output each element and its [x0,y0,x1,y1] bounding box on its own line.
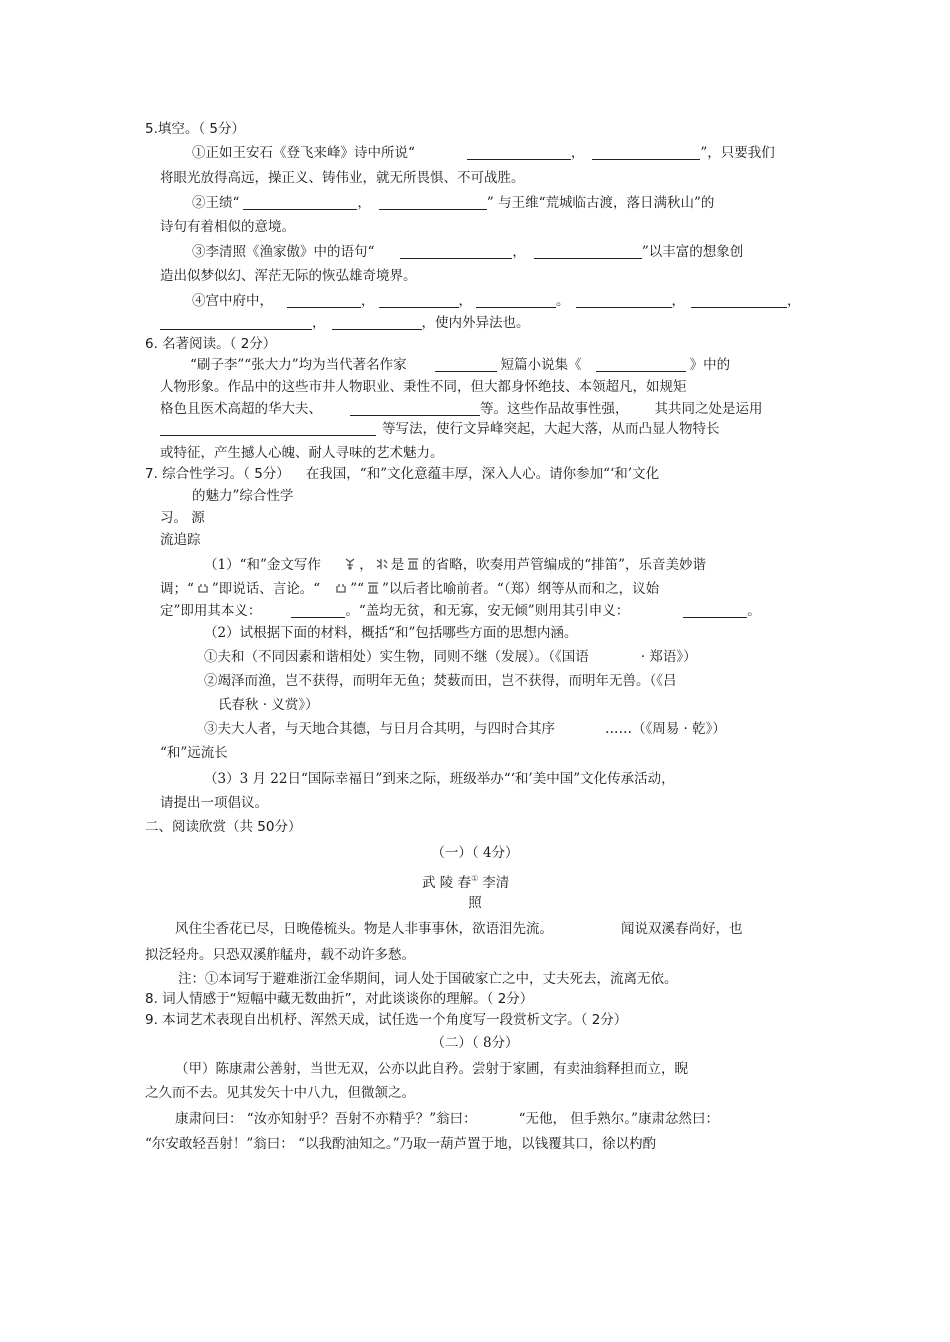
answer-blank[interactable] [467,145,571,160]
q6-line1: “刷子李”“张大力”均为当代著名作家 短篇小说集《 》中的 [190,357,731,373]
answer-blank[interactable] [400,244,512,259]
section2-title: （二）（ 8分） [431,1035,519,1051]
q5-line3: ②王绩“ ， ” 与王维“荒城临古渡，落日满秋山”的 [192,195,715,211]
q5-line1: ①正如王安石《登飞来峰》诗中所说“ ， ”，只要我们 [192,145,775,161]
q5-line5: ③李清照《渔家傲》中的语句“ ， ”以丰富的想象创 [192,244,744,260]
q7-line3: 习。 源 [160,510,205,526]
q8-prompt: 8. 词人情感于“短幅中藏无数曲折”，对此谈谈你的理解。（ 2分） [145,991,534,1007]
q9-prompt: 9. 本词艺术表现自出机杼、浑然天成，试任选一个角度写一段赏析文字。（ 2分） [145,1012,628,1028]
answer-blank[interactable] [691,293,787,308]
answer-blank[interactable] [683,603,747,618]
answer-blank[interactable] [332,315,422,330]
answer-blank[interactable] [291,603,345,618]
poem-footnote: 注：①本词写于避难浙江金华期间，词人处于国破家亡之中，丈夫死去，流离无依。 [178,971,678,987]
q7-line4: 流追踪 [160,532,201,548]
q6-title: 6. 名著阅读。（ 2分） [145,336,277,352]
answer-blank[interactable] [476,293,556,308]
q7-material2: ②竭泽而渔，岂不获得，而明年无鱼；焚薮而田，岂不获得，而明年无兽。（《吕 [204,673,677,689]
poem-line1: 风住尘香花已尽，日晚倦梳头。物是人非事事休，欲语泪先流。 闻说双溪春尚好，也 [175,921,743,937]
q7-para2: 调；“ ”即说话、言论。“ ”“ ”以后者比喻前者。“（郑）纲等从而和之，议始 [160,581,660,597]
answer-blank[interactable] [592,145,700,160]
q7-title: 7. 综合性学习。（ 5分） 在我国，“和”文化意蕴丰厚，深入人心。请你参加“‘和’文化 [145,466,660,482]
q7-line2: 的魅力”综合性学 [192,488,294,504]
answer-blank[interactable] [576,293,672,308]
q7-para3: 定”即用其本义： 。“盖均无贫，和无寡，安无倾”则用其引申义： 。 [160,603,761,619]
answer-blank[interactable] [287,293,361,308]
answer-blank[interactable] [350,401,480,416]
bronze-script-he-icon [343,557,357,571]
bronze-script-yue-icon [366,581,380,595]
q5-line4: 诗句有着相似的意境。 [160,219,295,235]
poem-title: 武 陵 春① 李清 [422,874,510,891]
passage-a-line1: （甲）陈康肃公善射，当世无双，公亦以此自矜。尝射于家圃，有卖油翁释担而立，睨 [175,1061,688,1077]
bronze-script-kou-icon [196,581,210,595]
q6-line3: 格色且医术高超的华大夫、 等。这些作品故事性强， 其共同之处是运用 [160,401,763,417]
answer-blank[interactable] [534,244,642,259]
q5-title: 5.填空。（ 5分） [145,121,246,137]
answer-blank[interactable] [243,195,357,210]
section1-title: （一）（ 4分） [431,845,519,861]
passage-a-line2: 之久而不去。见其发矢十中八九，但微颔之。 [145,1085,415,1101]
q7-para5: （3）3 月 22日“国际幸福日”到来之际，班级举办“‘和’美中国”文化传承活动， [204,771,675,787]
bronze-script-glyph-icon [375,557,389,571]
answer-blank[interactable] [160,421,376,436]
passage-a-line3: 康肃问曰： “汝亦知射乎？吾射不亦精乎？”翁曰： “无他， 但手熟尔。”康肃忿然曰： [175,1111,719,1127]
q5-line8: ， ，使内外异法也。 [160,314,530,332]
q7-para6: 请提出一项倡议。 [160,795,268,811]
q7-material3: ③夫大人者，与天地合其德，与日月合其明，与四时合其序 ……（《周易 · 乾》） [204,721,726,737]
q5-line6: 造出似梦似幻、浑茫无际的恢弘雄奇境界。 [160,268,417,284]
q7-para4: （2）试根据下面的材料，概括“和”包括哪些方面的思想内涵。 [204,625,578,641]
answer-blank[interactable] [160,315,312,330]
q5-line2: 将眼光放得高远，操正义、铸伟业，就无所畏惧、不可战胜。 [160,170,525,186]
q6-line4: 等写法，使行文异峰突起，大起大落，从而凸显人物特长 [160,420,720,438]
answer-blank[interactable] [379,195,487,210]
part2-title: 二、阅读欣赏（共 50分） [145,819,302,835]
bronze-script-kou-icon [334,581,348,595]
answer-blank[interactable] [596,357,686,372]
q6-line2: 人物形象。作品中的这些市井人物职业、秉性不同，但大都身怀绝技、本领超凡，如规矩 [160,379,687,395]
answer-blank[interactable] [379,293,459,308]
poem-author-cont: 照 [468,895,482,911]
poem-line2: 拟泛轻舟。只恐双溪舴艋舟，载不动许多愁。 [145,947,415,963]
q7-para1: （1）“和”金文写作 ， 是 的省略，吹奏用芦管编成的“排笛”，乐音美妙谐 [204,557,707,573]
q6-line5: 或特征，产生撼人心魄、耐人寻味的艺术魅力。 [160,445,444,461]
q5-line7: ④宫中府中， ， ， 。 ， ， [192,293,801,309]
bronze-script-yue-icon [406,557,420,571]
passage-a-line4: “尔安敢轻吾射！”翁曰： “以我酌油知之。”乃取一葫芦置于地，以钱覆其口，徐以杓酌 [145,1136,657,1152]
answer-blank[interactable] [435,357,497,372]
q7-subheading: “和”远流长 [160,745,228,761]
q7-material1: ①夫和（不同因素和谐相处）实生物，同则不继（发展）。（《国语 · 郑语》） [204,649,697,665]
q7-material2-cont: 氏春秋 · 义赏》） [218,697,319,713]
